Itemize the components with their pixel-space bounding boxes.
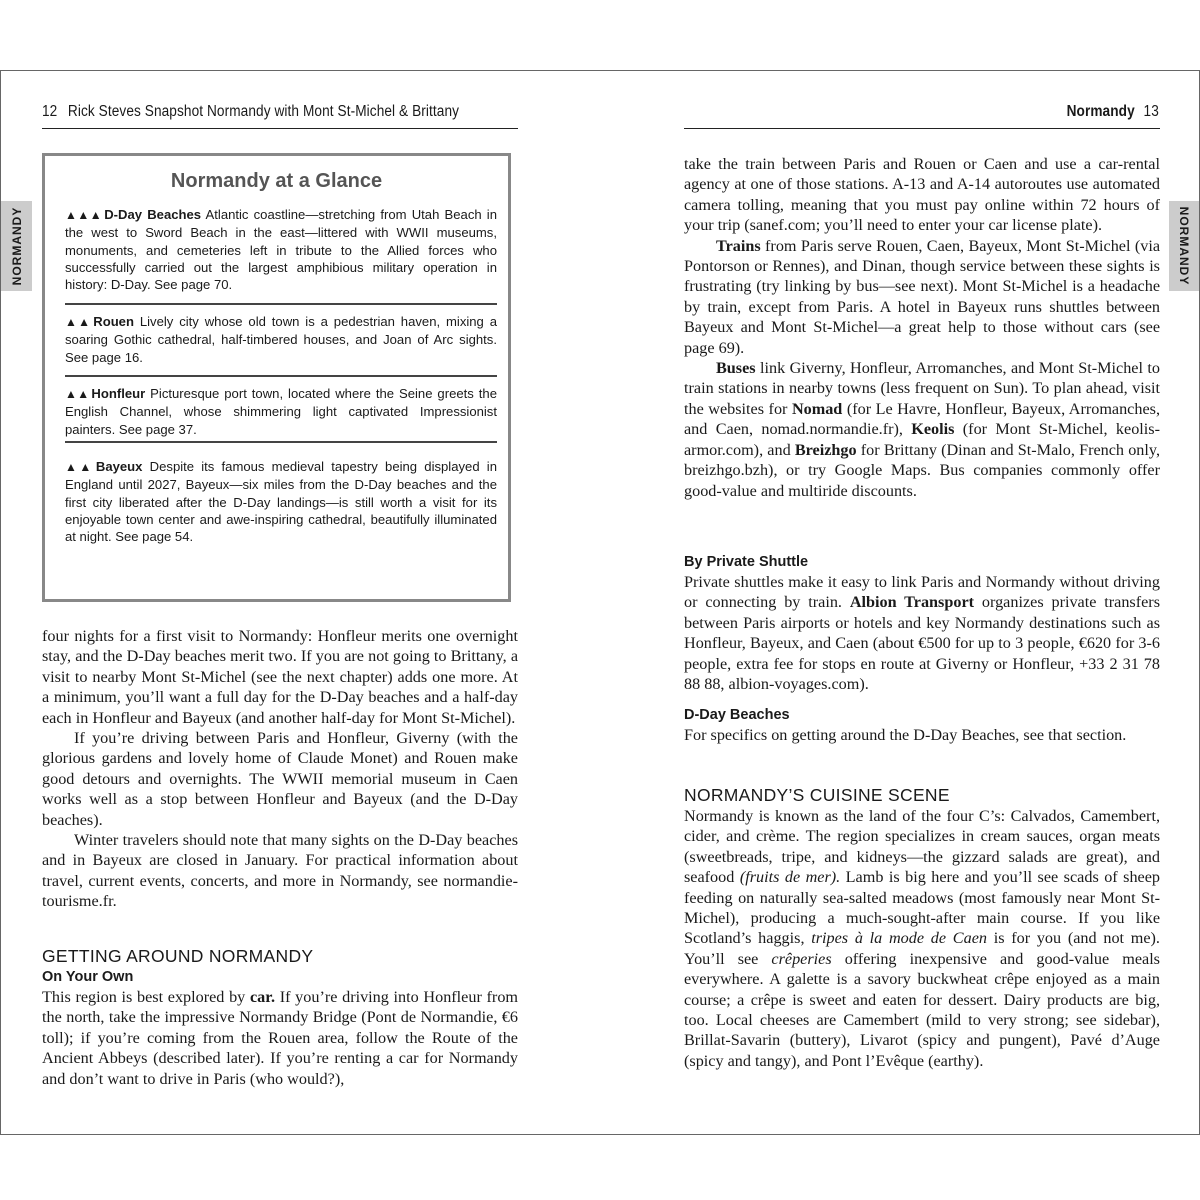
chapter-name: Normandy — [1066, 103, 1135, 120]
book-spread — [0, 70, 1200, 1135]
sidebar-divider — [65, 441, 497, 443]
paragraph — [684, 572, 1160, 694]
italic-run: tripes à la mode de Caen — [811, 929, 987, 948]
private-shuttle-section — [684, 552, 1160, 694]
entry-name: Honfleur — [91, 386, 146, 401]
page-number-right: 13 — [1143, 103, 1159, 120]
sidebar-entry-honfleur — [65, 385, 497, 438]
text-run: (for Mont St-Michel, keolis-armor.com), and — [684, 420, 1160, 459]
bold-run: Keolis — [911, 420, 955, 439]
paragraph — [42, 987, 518, 1089]
paragraph: four nights for a first visit to Normandy: Honfleur merits one overnight stay, and the D-Day beaches merit two. If you are not going to Brittany, a visit to nearby Mont St-Michel (see the next chapter) adds one more. At a minimum, you’ll want a full day for the D-Day beaches and a half-day each in Honfleur and Bayeux (and another half-day for Mont St-Michel). — [42, 627, 518, 727]
entry-text: Picturesque port town, located where the Seine greets the English Channel, whose shimmering light captivated Impressionist painters. See page 37. — [65, 386, 497, 437]
dday-beaches-section — [684, 705, 1160, 745]
text-run: If you’re driving into Honfleur from the north, take the impressive Normandy Bridge (Pont de Normandie, €6 toll); if you’re coming from the Rouen area, follow the Route of the Ancient Abbeys (described later). If you’re renting a car for Normandy and don’t want to drive in Paris (who would?), — [42, 988, 519, 1088]
text-run: Private shuttles make it easy to link Paris and Normandy without driving or connecting by train. — [684, 573, 1160, 612]
paragraph: For specifics on getting around the D-Day Beaches, see that section. — [684, 726, 1127, 744]
page-number-left: 12 — [42, 103, 58, 120]
paragraph — [684, 236, 1160, 358]
bold-run: Buses — [716, 359, 756, 378]
section-heading: NORMANDY’S CUISINE SCENE — [684, 785, 950, 805]
section-heading: GETTING AROUND NORMANDY — [42, 946, 314, 966]
text-run: offering inexpensive and good-value meals everywhere. A galette is a savory buckwheat crêpe enjoyed as a main course; a crêpe is sweet and eaten for dessert. Dairy products are big, too. Local cheeses are Camembert (mild to very strong; see sidebar), Brillat-Savarin (buttery), Livarot (spicy and pungent), Pavé d’Auge (spicy and tangy), and Pont l’Evêque (earthy). — [684, 949, 1160, 1070]
text-run: organizes private transfers between Paris airports or hotels and key Normandy destinations such as Honfleur, Bayeux, and Caen (about €500 for up to 3 people, €620 for 3-6 people, extra fee for stops en route at Giverny or Honfleur, +33 2 31 78 88 88, albion-voyages.com). — [684, 593, 1161, 694]
text-run: for Brittany (Dinan and St-Malo, French only, breizhgo.bzh), or try Google Maps. Bus companies commonly offer good-value and multiride discounts. — [684, 440, 1160, 500]
sidebar-divider — [65, 375, 497, 377]
subsection-heading: On Your Own — [42, 969, 134, 985]
header-rule-right — [684, 128, 1160, 129]
paragraph: If you’re driving between Paris and Honfleur, Giverny (with the glorious gardens and lovely home of Claude Monet) and Rouen make good detours and overnights. The WWII memorial museum in Caen works well as a stop between Honfleur and Bayeux (and the D-Day beaches). — [42, 729, 518, 829]
book-title: Rick Steves Snapshot Normandy with Mont St-Michel & Brittany — [67, 103, 460, 120]
rating-triangles-icon: ▲▲ — [65, 460, 94, 474]
thumb-tab-right — [1169, 201, 1199, 291]
sidebar-divider — [65, 303, 497, 305]
rating-triangles-icon: ▲▲▲ — [65, 208, 103, 222]
subsection-heading: D-Day Beaches — [684, 707, 790, 723]
rating-triangles-icon: ▲▲ — [65, 387, 90, 401]
text-run: Normandy is known as the land of the four C’s: Calvados, Camembert, cider, and crème. The region specializes in cream sauces, organ meats (sweetbreads, tripe, and kidneys—the gizzard salads are great), and seafood — [684, 807, 1160, 887]
text-run: is for you (and not me). You’ll see — [684, 929, 1160, 968]
paragraph: take the train between Paris and Rouen or Caen and use a car-rental agency at one of those stations. A-13 and A-14 autoroutes use automated camera tolling, meaning that you must pay online within 72 hours of your trip (sanef.com; you’ll need to enter your car license plate). — [684, 155, 1160, 235]
header-rule-left — [42, 128, 518, 129]
right-body-text — [684, 154, 1160, 501]
bold-run: Nomad — [791, 399, 843, 418]
right-page — [601, 71, 1199, 1134]
thumb-tab-label: NORMANDY — [9, 206, 24, 286]
getting-around-section — [42, 945, 518, 1089]
sidebar-entry-bayeux — [65, 458, 497, 545]
subsection-heading: By Private Shuttle — [684, 554, 809, 570]
text-run: Lamb is big here and you’ll see scads of sheep feeding on naturally sea-salted meadows (most famously near Mont St-Michel), producing a much-sought-after main course. If you like Scotland’s haggis, — [684, 868, 1160, 948]
entry-name: D-Day Beaches — [104, 207, 202, 222]
entry-text: Lively city whose old town is a pedestrian haven, mixing a soaring Gothic cathedral, half-timbered houses, and Joan of Arc sights. See page 16. — [65, 314, 497, 365]
sidebar-entry-rouen — [65, 313, 497, 366]
bold-run: Breizhgo — [794, 440, 857, 459]
text-run: from Paris serve Rouen, Caen, Bayeux, Mont St-Michel (via Pontorson or Rennes), and Dinan, though service between these sights is frustrating (try linking by bus—see next). Mont St-Michel is a headache by train, except from Paris. A hotel in Bayeux runs shuttles between Bayeux and Mont St-Michel—a great help to those without cars (see page 69). — [684, 236, 1160, 357]
paragraph — [684, 358, 1160, 501]
thumb-tab-left — [1, 201, 32, 291]
bold-run: car. — [249, 988, 275, 1006]
paragraph — [684, 806, 1160, 1071]
sidebar-entry-dday — [65, 206, 497, 293]
thumb-tab-label: NORMANDY — [1177, 206, 1191, 286]
sidebar-title: Normandy at a Glance — [170, 170, 383, 192]
entry-text: Despite its famous medieval tapestry being displayed in England until 2027, Bayeux—six miles from the D-Day beaches and the first city liberated after the D-Day landings—is still worth a visit for its enjoyable town center and awe-inspiring cathedral, beautifully illuminated at night. See page 54. — [65, 459, 497, 545]
text-run: (for Le Havre, Honfleur, Bayeux, Arromanches, and Caen, nomad.normandie.fr), — [684, 399, 1160, 439]
entry-name: Bayeux — [95, 459, 143, 474]
left-body-text — [42, 626, 518, 912]
at-a-glance-sidebar — [42, 153, 511, 602]
entry-name: Rouen — [93, 314, 134, 329]
italic-run: crêperies — [771, 949, 832, 968]
running-head-left — [42, 103, 459, 121]
text-run: This region is best explored by — [42, 988, 250, 1006]
running-head-right — [1067, 103, 1159, 121]
cuisine-section — [684, 784, 1160, 1071]
bold-run: Albion Transport — [849, 593, 975, 612]
rating-triangles-icon: ▲▲ — [65, 315, 92, 329]
bold-run: Trains — [716, 236, 761, 255]
entry-text: Atlantic coastline—stretching from Utah Beach in the west to Sword Beach in the east—littered with WWII museums, monuments, and cemeteries left in tribute to the Allied forces who successfully carried out the largest amphibious military operation in history: D-Day. See page 70. — [65, 207, 497, 293]
text-run: link Giverny, Honfleur, Arromanches, and Mont St-Michel to train stations in nearby towns (less frequent on Sun). To plan ahead, visit the websites for — [684, 359, 1160, 418]
paragraph: Winter travelers should note that many sights on the D-Day beaches and in Bayeux are closed in January. For practical information about travel, current events, concerts, and more in Normandy, see normandie-tourisme.fr. — [42, 831, 518, 911]
left-page — [1, 71, 600, 1134]
italic-run: (fruits de mer). — [739, 868, 841, 887]
